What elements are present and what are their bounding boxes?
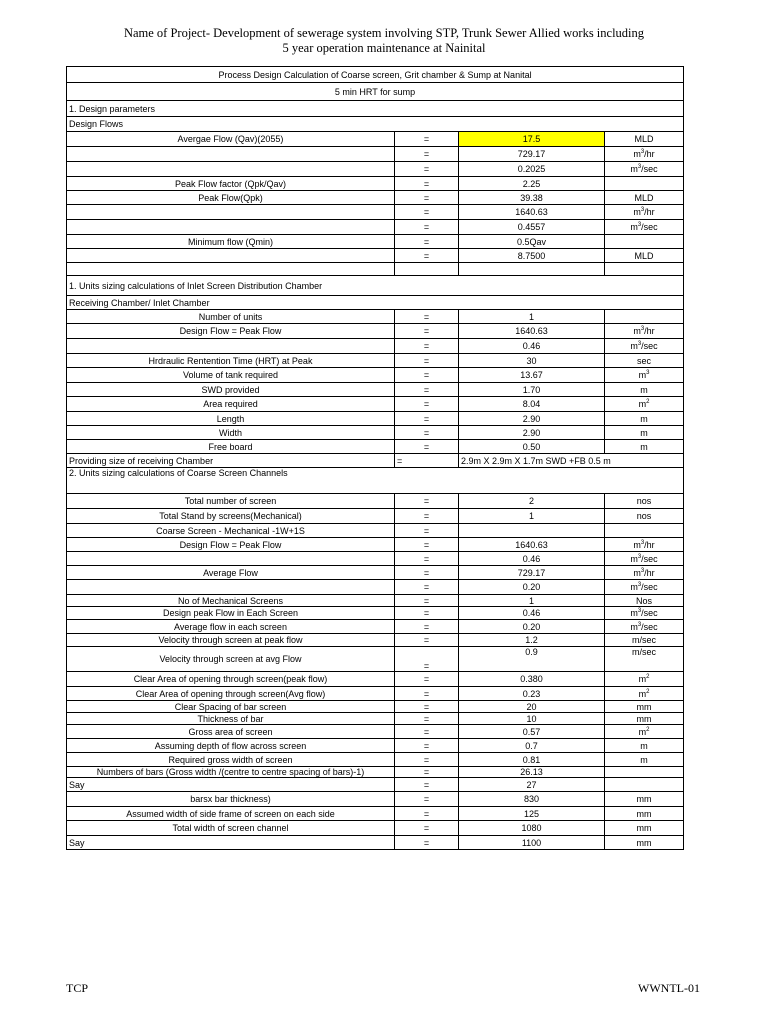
- unit-cell: $m^2$: [605, 672, 684, 687]
- table-title-row: [67, 67, 684, 83]
- unit-cell: $m^3/\sec$: [605, 580, 684, 595]
- project-title-line2: 5 year operation maintenance at Nainital: [282, 41, 486, 55]
- unit-cell: Nos: [605, 595, 684, 607]
- equals-sign: =: [395, 580, 459, 595]
- unit-cell: $m^3/hr$: [605, 205, 684, 220]
- unit-cell: $m^3/hr$: [605, 147, 684, 162]
- table-subtitle-row: [67, 83, 684, 101]
- equals-sign: =: [395, 647, 459, 672]
- equals-sign: =: [395, 205, 459, 220]
- table-row: [67, 162, 684, 177]
- unit-cell: $m^3$: [605, 368, 684, 383]
- table-row: [67, 296, 684, 310]
- equals-sign: =: [395, 792, 459, 807]
- table-row: [67, 468, 684, 494]
- parameter-label: Numbers of bars (Gross width /(centre to centre spacing of bars)-1): [67, 767, 395, 778]
- table-row: [67, 701, 684, 713]
- equals-sign: =: [395, 132, 459, 147]
- equals-sign: =: [395, 713, 459, 725]
- table-row: [67, 249, 684, 263]
- value-cell: 729.17: [459, 566, 605, 580]
- table-row: [67, 767, 684, 778]
- equals-sign: =: [395, 397, 459, 412]
- document-header: [0, 26, 768, 56]
- table-row: [67, 552, 684, 566]
- equals-sign: =: [395, 595, 459, 607]
- parameter-label: [67, 552, 395, 566]
- unit-cell: m: [605, 739, 684, 753]
- unit-cell: MLD: [605, 191, 684, 205]
- value-cell: 1.2: [459, 634, 605, 647]
- table-row: [67, 220, 684, 235]
- parameter-label: Design peak Flow in Each Screen: [67, 607, 395, 620]
- equals-sign: =: [395, 524, 459, 538]
- equals-sign: =: [395, 440, 459, 454]
- value-cell: 0.46: [459, 607, 605, 620]
- parameter-label: Peak Flow factor (Qpk/Qav): [67, 177, 395, 191]
- unit-cell: mm: [605, 792, 684, 807]
- table-row: [67, 713, 684, 725]
- equals-sign: =: [395, 836, 459, 850]
- value-cell: 1640.63: [459, 538, 605, 552]
- value-cell: 0.81: [459, 753, 605, 767]
- value-cell: 0.2025: [459, 162, 605, 177]
- unit-cell: m/sec: [605, 634, 684, 647]
- value-cell: 830: [459, 792, 605, 807]
- parameter-label: Say: [67, 836, 395, 850]
- table-row: [67, 310, 684, 324]
- parameter-label: barsx bar thickness): [67, 792, 395, 807]
- value-cell: 0.5Qav: [459, 235, 605, 249]
- equals-sign: =: [395, 566, 459, 580]
- value-cell: 0.23: [459, 687, 605, 701]
- equals-sign: =: [395, 177, 459, 191]
- table-row: [67, 235, 684, 249]
- parameter-label: Assumed width of side frame of screen on each side: [67, 807, 395, 821]
- unit-cell: m: [605, 440, 684, 454]
- equals-sign: =: [395, 454, 459, 468]
- table-row: [67, 739, 684, 753]
- table-row: [67, 117, 684, 132]
- table-row: [67, 276, 684, 296]
- unit-cell: MLD: [605, 249, 684, 263]
- unit-cell: [605, 235, 684, 249]
- value-cell: 0.20: [459, 580, 605, 595]
- parameter-label: SWD provided: [67, 383, 395, 397]
- parameter-label: Average Flow: [67, 566, 395, 580]
- table-row: [67, 580, 684, 595]
- table-row: [67, 836, 684, 850]
- unit-cell: m/sec: [605, 647, 684, 672]
- design-calculation-table: [66, 66, 684, 850]
- value-cell: 1.70: [459, 383, 605, 397]
- table-row: [67, 524, 684, 538]
- section-heading: Receiving Chamber/ Inlet Chamber: [67, 296, 684, 310]
- unit-cell: [605, 778, 684, 792]
- value-cell: 17.5: [459, 132, 605, 147]
- unit-cell: [605, 263, 684, 276]
- equals-sign: =: [395, 538, 459, 552]
- unit-cell: $m^3/hr$: [605, 566, 684, 580]
- table-row: [67, 397, 684, 412]
- unit-cell: [605, 177, 684, 191]
- equals-sign: =: [395, 354, 459, 368]
- table-row: [67, 792, 684, 807]
- table-row: [67, 620, 684, 634]
- value-cell: 0.4557: [459, 220, 605, 235]
- equals-sign: =: [395, 310, 459, 324]
- equals-sign: =: [395, 235, 459, 249]
- equals-sign: =: [395, 778, 459, 792]
- parameter-label: [67, 339, 395, 354]
- table-row: [67, 324, 684, 339]
- parameter-label: Design Flow = Peak Flow: [67, 538, 395, 552]
- table-row: [67, 191, 684, 205]
- value-cell: 2.90: [459, 426, 605, 440]
- equals-sign: =: [395, 552, 459, 566]
- equals-sign: [395, 263, 459, 276]
- parameter-label: Peak Flow(Qpk): [67, 191, 395, 205]
- value-cell: 30: [459, 354, 605, 368]
- parameter-label: Length: [67, 412, 395, 426]
- table-row: [67, 354, 684, 368]
- section-heading: 2. Units sizing calculations of Coarse Screen Channels: [67, 468, 684, 494]
- table-row: [67, 807, 684, 821]
- unit-cell: $m^2$: [605, 687, 684, 701]
- value-cell: [459, 263, 605, 276]
- unit-cell: $m^3/\sec$: [605, 552, 684, 566]
- unit-cell: $m^3/\sec$: [605, 162, 684, 177]
- table-row: [67, 383, 684, 397]
- project-title-line1: Name of Project- Development of sewerage system involving STP, Trunk Sewer Allied works including: [123, 26, 645, 40]
- equals-sign: =: [395, 509, 459, 524]
- unit-cell: mm: [605, 701, 684, 713]
- equals-sign: =: [395, 412, 459, 426]
- table-row: [67, 821, 684, 836]
- value-cell: 1640.63: [459, 205, 605, 220]
- value-cell: 729.17: [459, 147, 605, 162]
- equals-sign: =: [395, 162, 459, 177]
- value-cell: 8.7500: [459, 249, 605, 263]
- value-cell: 1640.63: [459, 324, 605, 339]
- value-cell: 1: [459, 595, 605, 607]
- table-row: [67, 647, 684, 672]
- value-cell: 125: [459, 807, 605, 821]
- equals-sign: =: [395, 383, 459, 397]
- table-row: [67, 101, 684, 117]
- value-cell: 39.38: [459, 191, 605, 205]
- parameter-label: Width: [67, 426, 395, 440]
- equals-sign: =: [395, 672, 459, 687]
- table-row: [67, 634, 684, 647]
- value-cell: 0.46: [459, 552, 605, 566]
- table-row: [67, 538, 684, 552]
- value-cell: 26.13: [459, 767, 605, 778]
- table-row: [67, 454, 684, 468]
- unit-cell: mm: [605, 713, 684, 725]
- table-row: [67, 339, 684, 354]
- unit-cell: mm: [605, 821, 684, 836]
- parameter-label: Velocity through screen at peak flow: [67, 634, 395, 647]
- equals-sign: =: [395, 339, 459, 354]
- unit-cell: $m^2$: [605, 725, 684, 739]
- parameter-label: Minimum flow (Qmin): [67, 235, 395, 249]
- equals-sign: =: [395, 620, 459, 634]
- unit-cell: m: [605, 383, 684, 397]
- parameter-label: Number of units: [67, 310, 395, 324]
- parameter-label: Total width of screen channel: [67, 821, 395, 836]
- table-row: [67, 412, 684, 426]
- footer-right: WWNTL-01: [638, 981, 700, 995]
- unit-cell: m: [605, 753, 684, 767]
- table-row: [67, 426, 684, 440]
- value-cell: 0.380: [459, 672, 605, 687]
- value-cell: 2.9m X 2.9m X 1.7m SWD +FB 0.5 m: [459, 454, 684, 468]
- unit-cell: nos: [605, 494, 684, 509]
- value-cell: 2.90: [459, 412, 605, 426]
- parameter-label: Required gross width of screen: [67, 753, 395, 767]
- table-row: [67, 205, 684, 220]
- parameter-label: [67, 205, 395, 220]
- unit-cell: $m^2$: [605, 397, 684, 412]
- table-row: [67, 368, 684, 383]
- table-row: [67, 687, 684, 701]
- table-title: Process Design Calculation of Coarse screen, Grit chamber & Sump at Nanital: [67, 67, 684, 83]
- table-row: [67, 147, 684, 162]
- unit-cell: $m^3/\sec$: [605, 607, 684, 620]
- equals-sign: =: [395, 249, 459, 263]
- value-cell: 27: [459, 778, 605, 792]
- equals-sign: =: [395, 494, 459, 509]
- parameter-label: [67, 580, 395, 595]
- equals-sign: =: [395, 634, 459, 647]
- equals-sign: =: [395, 807, 459, 821]
- equals-sign: =: [395, 725, 459, 739]
- equals-sign: =: [395, 368, 459, 383]
- parameter-label: Design Flow = Peak Flow: [67, 324, 395, 339]
- table-row: [67, 509, 684, 524]
- unit-cell: $m^3/\sec$: [605, 339, 684, 354]
- table-row: [67, 753, 684, 767]
- parameter-label: [67, 220, 395, 235]
- table-row: [67, 607, 684, 620]
- equals-sign: =: [395, 687, 459, 701]
- unit-cell: $m^3/hr$: [605, 538, 684, 552]
- value-cell: 1100: [459, 836, 605, 850]
- unit-cell: mm: [605, 836, 684, 850]
- parameter-label: [67, 249, 395, 263]
- value-cell: 8.04: [459, 397, 605, 412]
- parameter-label: Gross area of screen: [67, 725, 395, 739]
- table-subtitle: 5 min HRT for sump: [67, 83, 684, 101]
- value-cell: 10: [459, 713, 605, 725]
- equals-sign: =: [395, 426, 459, 440]
- equals-sign: =: [395, 607, 459, 620]
- equals-sign: =: [395, 220, 459, 235]
- parameter-label: Clear Area of opening through screen(peak flow): [67, 672, 395, 687]
- parameter-label: Average flow in each screen: [67, 620, 395, 634]
- unit-cell: [605, 767, 684, 778]
- table-row: [67, 132, 684, 147]
- section-heading: Design Flows: [67, 117, 684, 132]
- parameter-label: Coarse Screen - Mechanical -1W+1S: [67, 524, 395, 538]
- equals-sign: =: [395, 767, 459, 778]
- equals-sign: =: [395, 191, 459, 205]
- value-cell: 0.7: [459, 739, 605, 753]
- table-row: [67, 595, 684, 607]
- parameter-label: No of Mechanical Screens: [67, 595, 395, 607]
- parameter-label: Assuming depth of flow across screen: [67, 739, 395, 753]
- unit-cell: $m^3/\sec$: [605, 220, 684, 235]
- value-cell: 13.67: [459, 368, 605, 383]
- value-cell: [459, 524, 605, 538]
- unit-cell: $m^3/\sec$: [605, 620, 684, 634]
- table-row: [67, 566, 684, 580]
- table-row: [67, 494, 684, 509]
- value-cell: 0.46: [459, 339, 605, 354]
- equals-sign: =: [395, 147, 459, 162]
- value-cell: 0.50: [459, 440, 605, 454]
- value-cell: 1: [459, 509, 605, 524]
- parameter-label: Total number of screen: [67, 494, 395, 509]
- parameter-label: Clear Spacing of bar screen: [67, 701, 395, 713]
- table-row: [67, 440, 684, 454]
- parameter-label: Say: [67, 778, 395, 792]
- unit-cell: [605, 524, 684, 538]
- table-row: [67, 778, 684, 792]
- value-cell: 1080: [459, 821, 605, 836]
- table-row: [67, 177, 684, 191]
- value-cell: 1: [459, 310, 605, 324]
- parameter-label: Velocity through screen at avg Flow: [67, 647, 395, 672]
- parameter-label: Volume of tank required: [67, 368, 395, 383]
- value-cell: 2.25: [459, 177, 605, 191]
- unit-cell: [605, 310, 684, 324]
- value-cell: 0.57: [459, 725, 605, 739]
- section-heading: 1. Design parameters: [67, 101, 684, 117]
- value-cell: 0.9: [459, 647, 605, 672]
- parameter-label: [67, 162, 395, 177]
- unit-cell: m: [605, 412, 684, 426]
- unit-cell: mm: [605, 807, 684, 821]
- parameter-label: Avergae Flow (Qav)(2055): [67, 132, 395, 147]
- value-cell: 0.20: [459, 620, 605, 634]
- value-cell: 2: [459, 494, 605, 509]
- table-row: [67, 263, 684, 276]
- parameter-label: [67, 147, 395, 162]
- equals-sign: =: [395, 739, 459, 753]
- parameter-label: Hrdraulic Rentention Time (HRT) at Peak: [67, 354, 395, 368]
- parameter-label: Area required: [67, 397, 395, 412]
- equals-sign: =: [395, 324, 459, 339]
- unit-cell: $m^3/hr$: [605, 324, 684, 339]
- unit-cell: nos: [605, 509, 684, 524]
- footer-left: TCP: [66, 981, 89, 995]
- unit-cell: m: [605, 426, 684, 440]
- section-heading: 1. Units sizing calculations of Inlet Screen Distribution Chamber: [67, 276, 684, 296]
- equals-sign: =: [395, 821, 459, 836]
- table-row: [67, 725, 684, 739]
- parameter-label: Thickness of bar: [67, 713, 395, 725]
- equals-sign: =: [395, 701, 459, 713]
- parameter-label: Total Stand by screens(Mechanical): [67, 509, 395, 524]
- unit-cell: MLD: [605, 132, 684, 147]
- parameter-label: Clear Area of opening through screen(Avg flow): [67, 687, 395, 701]
- unit-cell: sec: [605, 354, 684, 368]
- equals-sign: =: [395, 753, 459, 767]
- parameter-label: Providing size of receiving Chamber: [67, 454, 395, 468]
- parameter-label: [67, 263, 395, 276]
- value-cell: 20: [459, 701, 605, 713]
- parameter-label: Free board: [67, 440, 395, 454]
- table-row: [67, 672, 684, 687]
